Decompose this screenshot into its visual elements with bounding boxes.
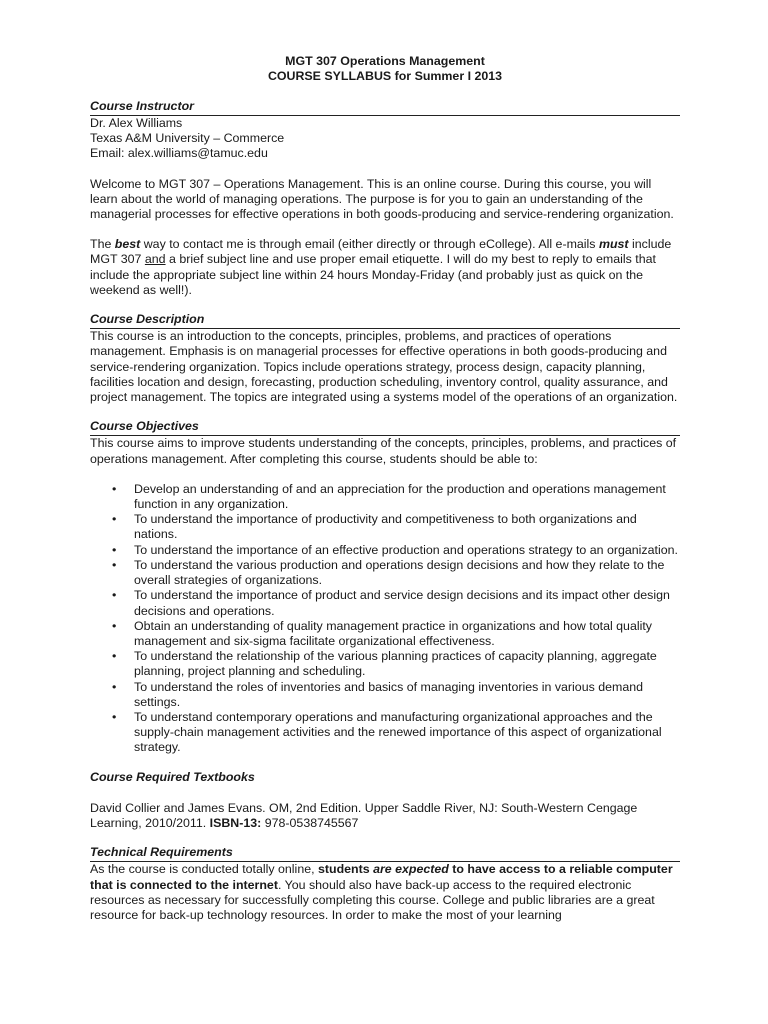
instructor-university: Texas A&M University – Commerce <box>90 131 285 146</box>
bullet-icon: • <box>112 618 117 633</box>
list-item: • To understand the roles of inventories and basics of managing inventories in various demand settings. <box>112 679 644 709</box>
emphasis-must: must <box>598 237 629 252</box>
isbn-value: 978-0538745567 <box>261 815 359 830</box>
objectives-list <box>90 482 680 756</box>
instructor-email: Email: alex.williams@tamuc.edu <box>90 146 268 161</box>
list-item: • To understand the various production and operations design decisions and how they relate to the overall strategies of organizations. <box>112 557 665 588</box>
instructor-heading: Course Instructor <box>90 99 680 116</box>
list-item: • To understand the relationship of the various planning practices of capacity planning, aggregate planning, project planning and scheduling. <box>112 649 657 679</box>
welcome-paragraph: Welcome to MGT 307 – Operations Management. This is an online course. During this course, you will learn about the world of managing operations. The purpose is for you to gain an understanding of the managerial processes for effective operations in both goods-producing and service-rendering organization. <box>90 176 674 222</box>
list-item: • Develop an understanding of and an appreciation for the production and operations management function in any organization. <box>112 481 666 512</box>
textbooks-heading: Course Required Textbooks <box>90 769 255 784</box>
bullet-icon: • <box>112 649 117 664</box>
description-heading: Course Description <box>90 312 680 329</box>
emphasis-and: and <box>144 252 166 267</box>
list-item: • To understand the importance of an effective production and operations strategy to an organization. <box>112 542 678 557</box>
list-item: • Obtain an understanding of quality management practice in organizations and how total quality management and six-sigma facilitate organizational effectiveness. <box>112 618 652 648</box>
bullet-icon: • <box>112 588 117 603</box>
bullet-icon: • <box>112 481 117 496</box>
bullet-icon: • <box>112 679 117 694</box>
isbn-label: ISBN-13: <box>209 815 262 830</box>
emphasis-best: best <box>114 237 141 252</box>
objectives-intro: This course aims to improve students understanding of the concepts, principles, problems, and practices of operations management. After completing this course, students should be able to: <box>90 436 677 466</box>
syllabus-title: COURSE SYLLABUS for Summer I 2013 <box>267 69 503 84</box>
contact-paragraph: The best way to contact me is through email (either directly or through eCollege). All e-mails must include MGT 307 and a brief subject line and use proper email etiquette. I will do my best to reply to emails that include the appropriate subject line within 24 hours Monday-Friday (and probably just as quick on the weekend as well!). <box>90 237 672 297</box>
list-item: • To understand the importance of product and service design decisions and its impact other design decisions and operations. <box>112 588 670 618</box>
instructor-name: Dr. Alex Williams <box>90 116 183 131</box>
bullet-icon: • <box>112 512 117 527</box>
textbook-citation: David Collier and James Evans. OM, 2nd Edition. Upper Saddle River, NJ: South-Western Cengage Learning, 2010/2011. ISBN-13: 978-0538745567 <box>90 800 638 830</box>
technical-heading: Technical Requirements <box>90 845 680 862</box>
list-item: • To understand the importance of productivity and competitiveness to both organizations and nations. <box>112 512 637 542</box>
bullet-icon: • <box>112 709 117 724</box>
technical-text: As the course is conducted totally online, students are expected to have access to a reliable computer that is connected to the internet. You should also have back-up access to the required electronic resources as necessary for successfully completing this course. College and public libraries are a great resource for back-up technology resources. In order to make the most of your learning <box>90 862 673 922</box>
bullet-icon: • <box>112 557 117 572</box>
bullet-icon: • <box>112 542 117 557</box>
list-item: • To understand contemporary operations and manufacturing organizational approaches and the supply-chain management activities and the renewed importance of this aspect of organizational strategy. <box>112 709 662 755</box>
description-text: This course is an introduction to the concepts, principles, problems, and practices of operations management. Emphasis is on managerial processes for effective operations in both goods-producing and service-rendering organization. Topics include operations strategy, process design, capacity planning, facilities location and design, forecasting, production scheduling, inventory control, quality assurance, and project management. The topics are integrated using a systems model of the operations of an organization. <box>90 329 678 405</box>
page-content <box>90 54 680 923</box>
objectives-heading: Course Objectives <box>90 419 680 436</box>
course-title: MGT 307 Operations Management <box>285 54 485 68</box>
